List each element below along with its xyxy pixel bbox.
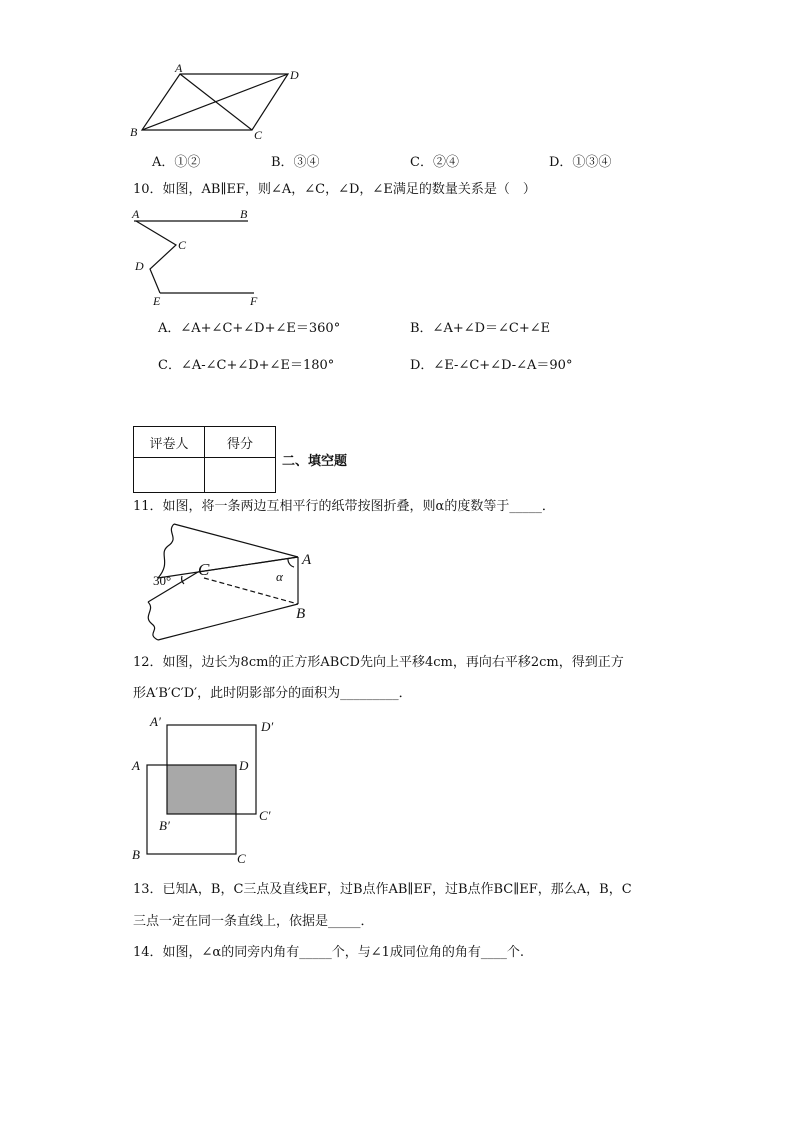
score-table-header-score: 得分 [205, 427, 276, 458]
q9-option-a: A．①② [152, 155, 201, 170]
q9-label-d: D [290, 68, 299, 82]
q11-angle-label: 30° [153, 573, 172, 588]
q10-label-c: C [178, 238, 187, 252]
q10-label-d: D [135, 259, 144, 273]
q11-question-text: 11．如图，将一条两边互相平行的纸带按图折叠，则α的度数等于_____． [133, 499, 555, 514]
q10-label-e: E [153, 294, 161, 308]
score-table-grader-cell [134, 458, 205, 493]
q12-label-b: B [132, 847, 140, 862]
q12-label-a: A [132, 758, 140, 773]
score-table-score-cell [205, 458, 276, 493]
q10-parallel-lines-figure [128, 205, 268, 310]
score-table-header-grader: 评卷人 [134, 427, 205, 458]
q11-folded-strip-figure [128, 520, 328, 645]
q10-label-f: F [250, 294, 258, 308]
q10-option-a: A．∠A+∠C+∠D+∠E＝360° [158, 321, 341, 336]
q14-question-text: 14．如图，∠α的同旁内角有_____个，与∠1成同位角的角有____个. [133, 945, 525, 960]
q12-squares-figure [128, 712, 288, 868]
q13-question-line2: 三点一定在同一条直线上，依据是_____． [133, 914, 374, 929]
q9-option-c: C．②④ [410, 155, 459, 170]
q10-option-d: D．∠E-∠C+∠D-∠A＝90° [410, 358, 573, 373]
q9-option-d: D．①③④ [549, 155, 612, 170]
q12-label-a-prime: A′ [150, 714, 161, 729]
q11-label-b: B [296, 606, 306, 622]
section-title: 二、填空题 [282, 454, 348, 469]
q12-question-line2: 形A′B′C′D′，此时阴影部分的面积为_________． [133, 686, 412, 701]
q12-label-d: D [239, 758, 249, 773]
q10-label-a: A [132, 207, 140, 221]
q11-label-alpha: α [276, 569, 283, 584]
q12-label-c: C [237, 851, 246, 866]
q12-question-line1: 12．如图，边长为8cm的正方形ABCD先向上平移4cm，再向右平移2cm，得到正方 [133, 655, 624, 670]
q9-label-b: B [130, 125, 138, 139]
q9-label-a: A [175, 62, 183, 75]
q11-label-c: C [198, 560, 210, 579]
q12-label-c-prime: C′ [259, 808, 271, 823]
q10-question-text: 10．如图，AB∥EF，则∠A，∠C，∠D，∠E满足的数量关系是（ ） [133, 182, 536, 197]
score-table [133, 426, 276, 493]
q9-option-b: B．③④ [271, 155, 320, 170]
q13-question-line1: 13．已知A，B，C三点及直线EF，过B点作AB∥EF，过B点作BC∥EF，那么A，B，C [133, 882, 632, 897]
q9-parallelogram-figure [128, 62, 318, 142]
q12-label-d-prime: D′ [261, 719, 274, 734]
q10-option-c: C．∠A-∠C+∠D+∠E＝180° [158, 358, 335, 373]
q12-label-b-prime: B′ [159, 818, 170, 833]
q10-option-b: B．∠A+∠D＝∠C+∠E [410, 321, 551, 336]
q10-label-b: B [240, 207, 248, 221]
q11-label-a: A [302, 552, 312, 568]
q9-label-c: C [254, 128, 263, 142]
